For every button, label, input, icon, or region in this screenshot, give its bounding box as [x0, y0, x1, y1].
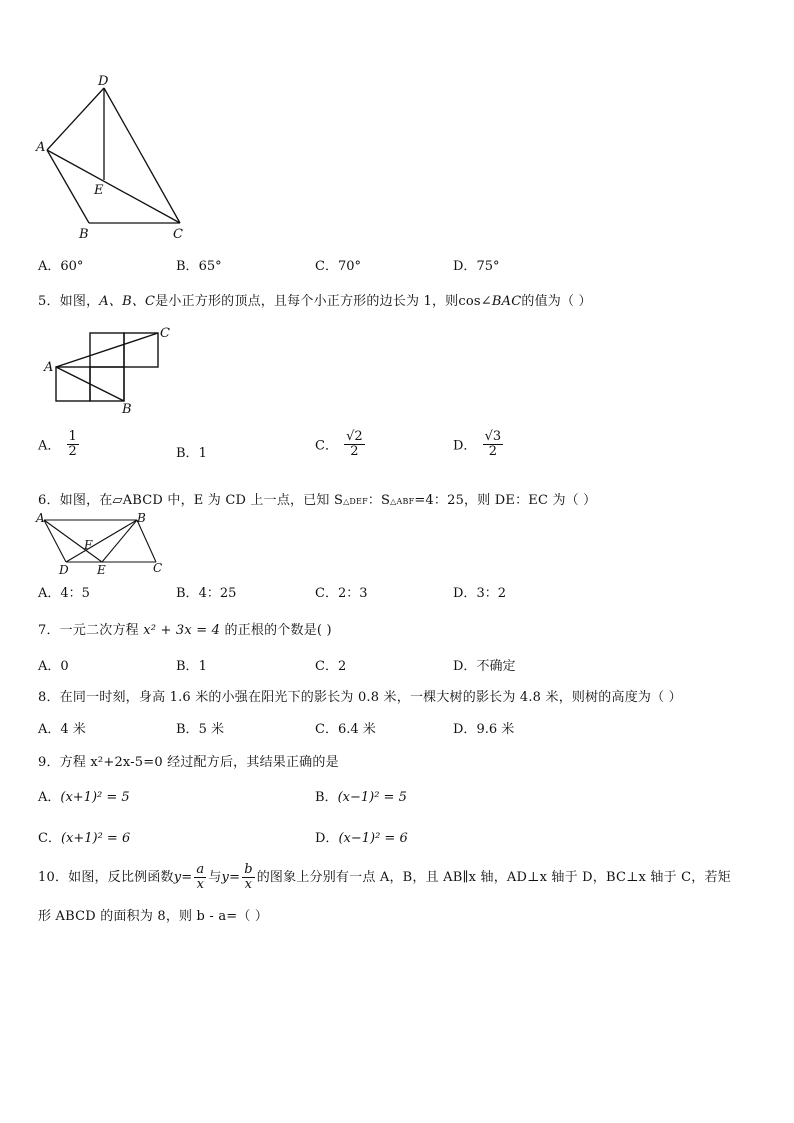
q6-line-BC [137, 520, 156, 562]
q7-option-c: C．2 [315, 659, 347, 674]
q4-option-c: C．70° [315, 259, 361, 274]
q4-label-C: C [173, 227, 183, 242]
q7-stem: 7．一元二次方程 x² + 3x = 4 的正根的个数是( ) [38, 623, 332, 638]
q10-stem-line2: 形 ABCD 的面积为 8，则 b - a=（ ） [38, 909, 269, 924]
q4-label-A: A [36, 140, 46, 155]
q6-option-c: C．2：3 [315, 586, 368, 601]
q9-option-b: B．(x−1)² = 5 [315, 790, 407, 805]
q6-line-BE [102, 520, 137, 562]
q5-grid-figure [38, 323, 178, 415]
q5-square [90, 367, 124, 401]
q6-option-b: B．4：25 [176, 586, 237, 601]
q8-option-b: B．5 米 [176, 722, 224, 737]
q8-option-d: D．9.6 米 [453, 722, 515, 737]
q6-stem: 6．如图，在▱ABCD 中，E 为 CD 上一点，已知 S△DEF：S△ABF=4：25，则 DE：EC 为（ ） [38, 493, 597, 508]
q4-label-D: D [98, 74, 109, 89]
q10-stem: 10．如图，反比例函数y= $\frac{a}{x}$ 与y= $\frac{b}{x}$ 的图象上分别有一点 A，B，且 AB∥x 轴，AD⊥x 轴于 D，BC⊥x 轴于 C，若矩 [38, 862, 731, 892]
q4-option-a: A．60° [38, 259, 84, 274]
q4-option-b: B．65° [176, 259, 222, 274]
q6-option-d: D．3：2 [453, 586, 506, 601]
q4-line-DA [47, 88, 104, 150]
q4-figure [30, 72, 200, 242]
q6-label-B: B [137, 511, 146, 525]
q8-option-c: C．6.4 米 [315, 722, 376, 737]
q6-label-E: E [97, 563, 106, 577]
q9-option-a: A．(x+1)² = 5 [38, 790, 130, 805]
q4-label-B: B [79, 227, 89, 242]
q5-stem: 5．如图，A、B、C是小正方形的顶点，且每个小正方形的边长为 1，则cos∠BAC的值为（ ） [38, 294, 592, 309]
q8-stem: 8．在同一时刻，身高 1.6 米的小强在阳光下的影长为 0.8 米，一棵大树的影长为 4.8 米，则树的高度为（ ） [38, 690, 682, 705]
q6-line-BD [66, 520, 137, 562]
q5-label-A: A [44, 360, 54, 375]
q5-label-B: B [122, 402, 132, 415]
q7-option-a: A．0 [38, 659, 69, 674]
q6-line-AD [44, 520, 66, 562]
q9-option-c: C．(x+1)² = 6 [38, 831, 131, 846]
q6-label-F: F [84, 538, 93, 552]
q6-label-D: D [59, 563, 69, 577]
q5-option-d: D． $\frac{√3}{2}$ [453, 429, 502, 459]
q5-option-b: B．1 [176, 446, 207, 461]
q5-label-C: C [160, 326, 170, 341]
q6-label-C: C [153, 561, 163, 575]
q7-option-b: B．1 [176, 659, 207, 674]
q5-option-c: C． $\frac{√2}{2}$ [315, 429, 363, 459]
q6-option-a: A．4：5 [38, 586, 90, 601]
q9-stem: 9．方程 x²+2x-5=0 经过配方后，其结果正确的是 [38, 755, 339, 770]
q6-label-A: A [36, 511, 45, 525]
q6-parallelogram-figure [34, 510, 174, 578]
q5-option-a: A． $\frac{1}{2}$ [38, 429, 77, 459]
q9-option-d: D．(x−1)² = 6 [315, 831, 408, 846]
q7-option-d: D．不确定 [453, 659, 516, 674]
q6-line-AE [44, 520, 102, 562]
q5-square [56, 367, 90, 401]
q8-option-a: A．4 米 [38, 722, 86, 737]
q4-option-d: D．75° [453, 259, 500, 274]
q4-label-E: E [94, 183, 104, 198]
q5-line-AC [56, 333, 158, 367]
